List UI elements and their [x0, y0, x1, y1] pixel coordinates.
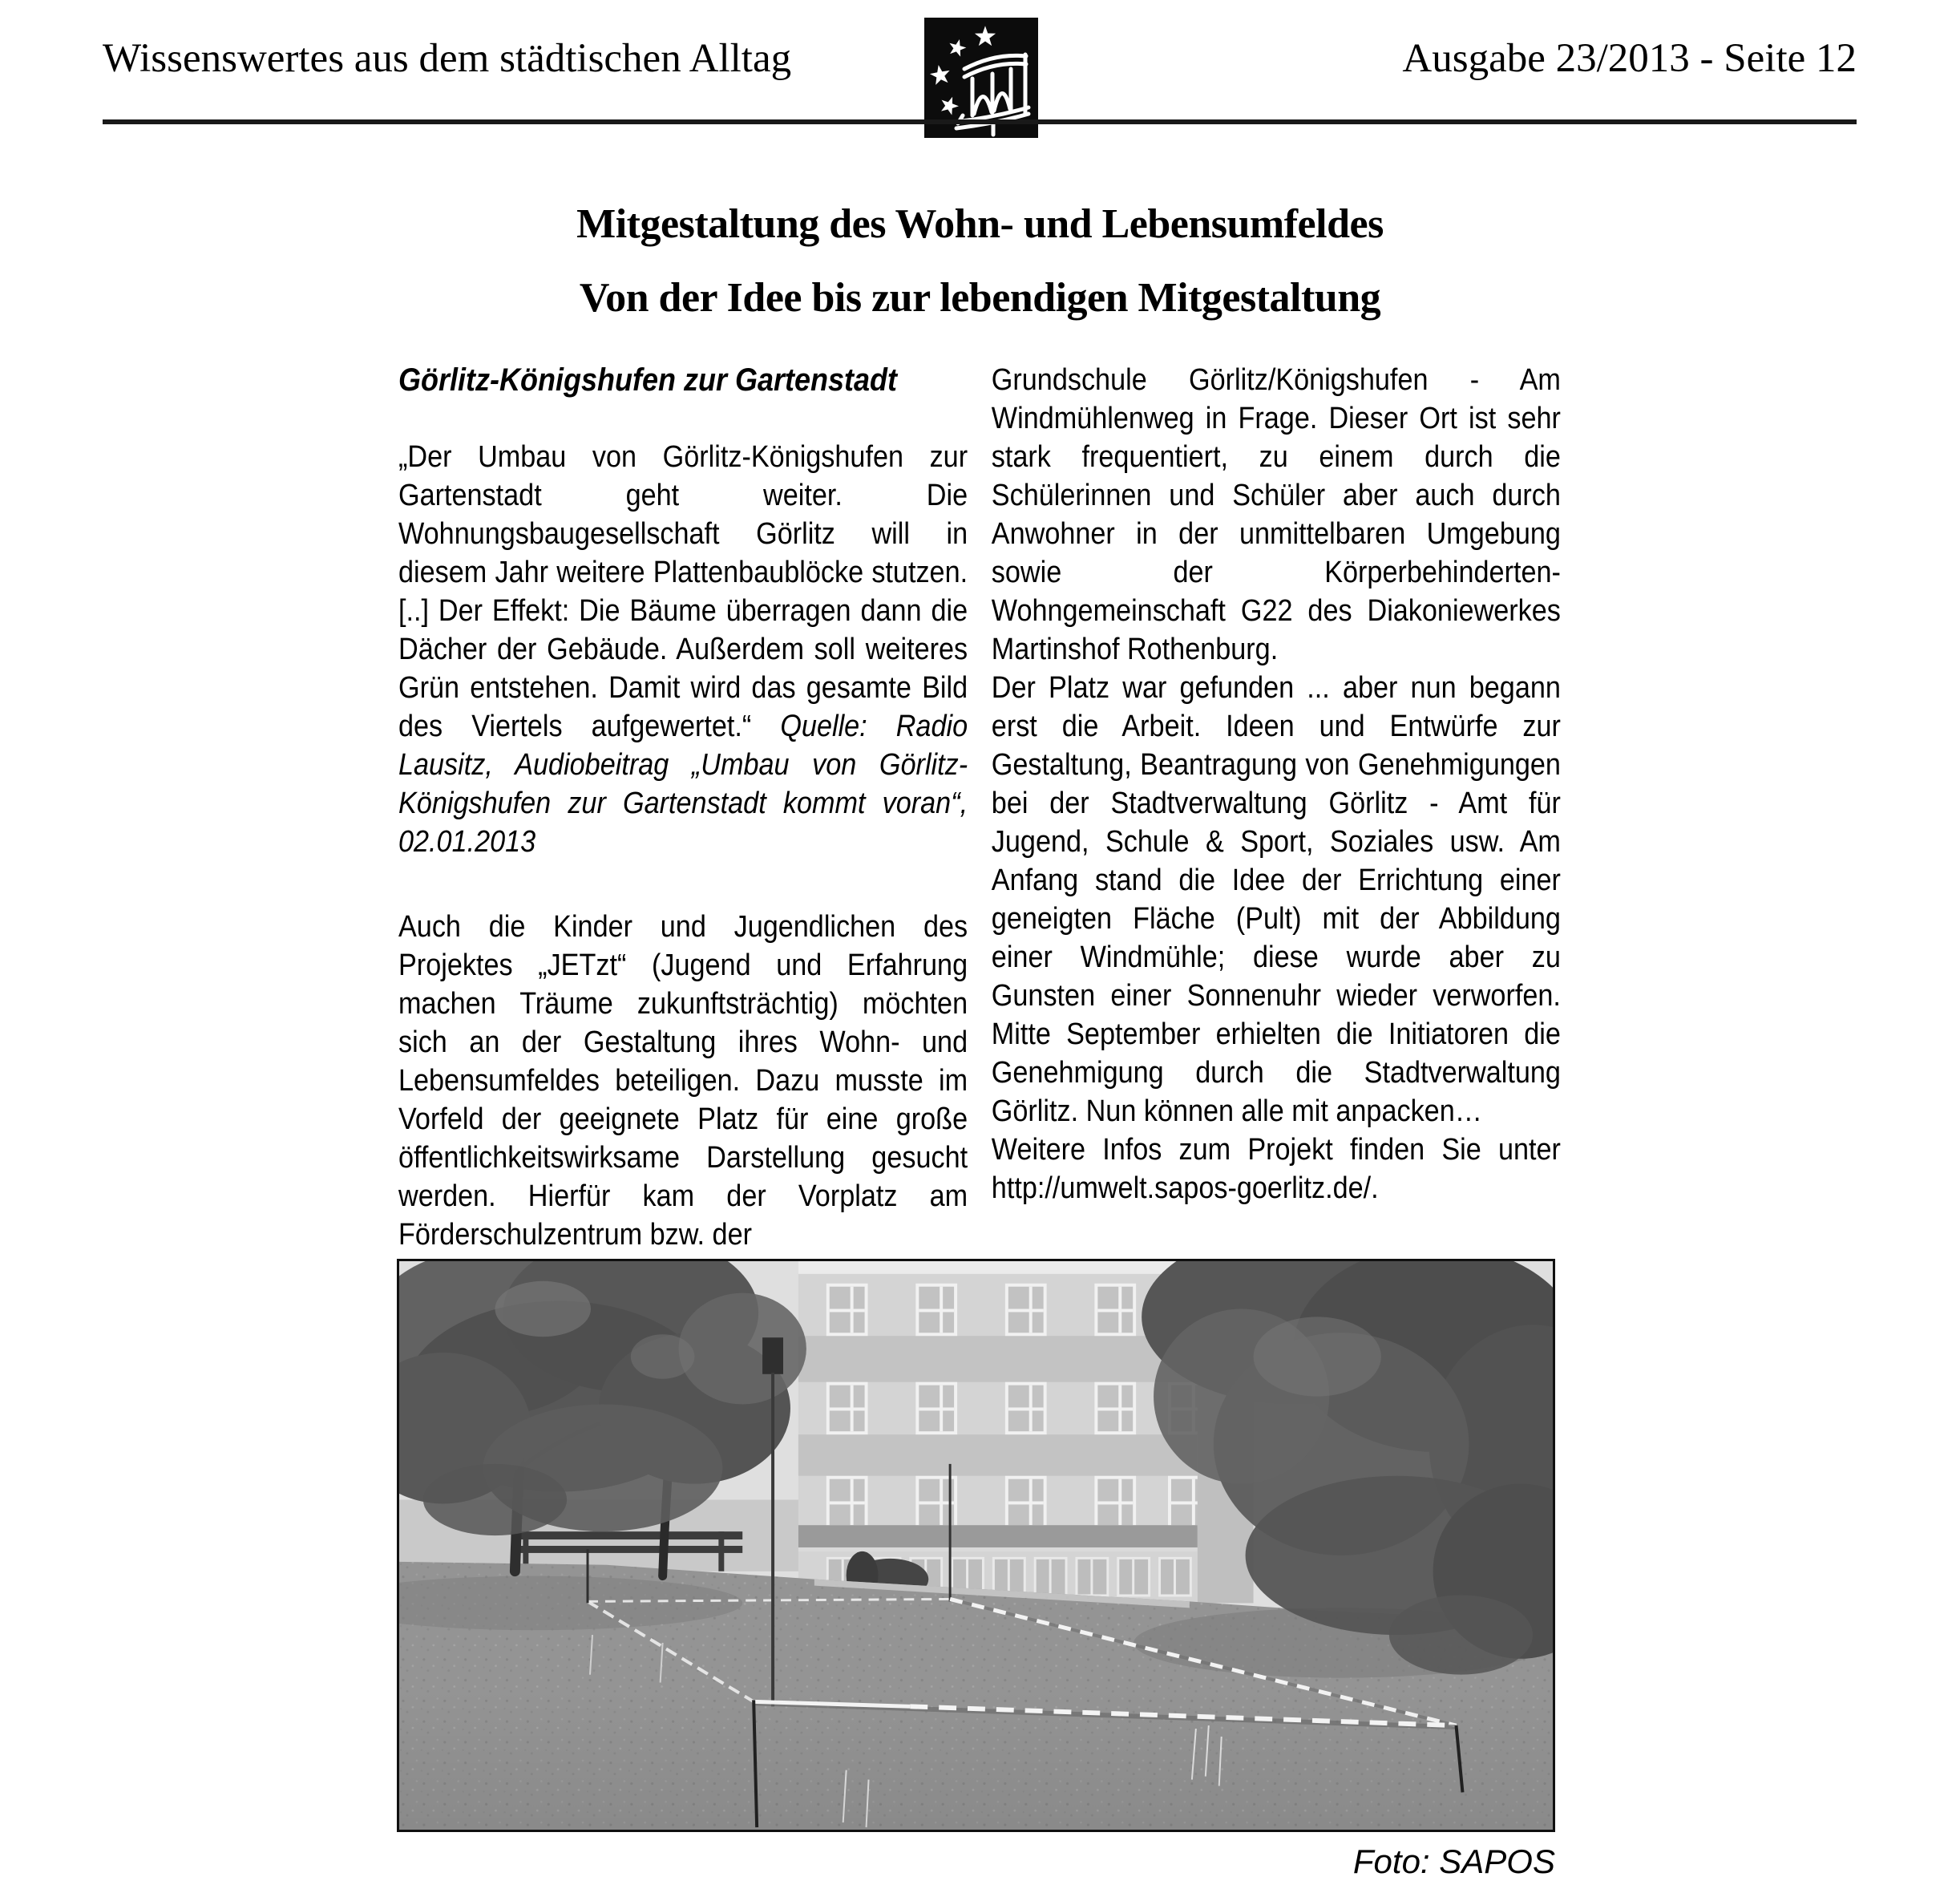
- right-paragraph-3: Weitere Infos zum Projekt finden Sie unter http://umwelt.sapos-goerlitz.de/.: [991, 1133, 1561, 1205]
- right-paragraph-2: Der Platz war gefunden ... aber nun begann erst die Arbeit. Ideen und Entwürfe zur Gestaltung, Beantragung von Genehmigungen bei der Stadtverwaltung Görlitz - Amt für Jugend, Schule & Sport, Soziales usw. Am Anfang stand die Idee der Errichtung einer geneigten Fläche (Pult) mit der Abbildung einer Windmühle; diese wurde aber zu Gunsten einer Sonnenuhr wieder verworfen. Mitte September erhielten die Initiatoren die Genehmigung durch die Stadtverwaltung Görlitz. Nun können alle mit anpacken…: [991, 671, 1561, 1128]
- quote-source: Quelle: Radio Lausitz, Audiobeitrag „Umbau von Görlitz-Königshufen zur Gartenstadt kommt voran“, 02.01.2013: [398, 710, 968, 859]
- quote-paragraph: [398, 438, 968, 861]
- article-title-line2: Von der Idee bis zur lebendigen Mitgestaltung: [579, 275, 1381, 321]
- article-body: [398, 361, 1561, 1254]
- left-paragraph-2: Auch die Kinder und Jugendlichen des Projektes „JETzt“ (Jugend und Erfahrung machen Träume zukunftsträchtig) möchten sich an der Gestaltung ihres Wohn- und Lebensumfeldes beteiligen. Dazu musste im Vorfeld der geeignete Platz für eine große öffentlichkeitswirksame Darstellung gesucht werden. Hierfür kam der Vorplatz am Förderschulzentrum bzw. der: [398, 910, 968, 1252]
- right-column: [992, 361, 1561, 1254]
- header-divider-rule: [103, 119, 1857, 124]
- article-title: [0, 188, 1960, 335]
- issue-page-number: Ausgabe 23/2013 - Seite 12: [1402, 36, 1857, 81]
- header-left-title: Wissenswertes aus dem städtischen Alltag: [103, 36, 792, 81]
- photo-caption: Foto: SAPOS: [1352, 1842, 1555, 1880]
- article-title-line1: Mitgestaltung des Wohn- und Lebensumfeldes: [576, 201, 1384, 247]
- right-paragraph-1: Grundschule Görlitz/Königshufen - Am Windmühlenweg in Frage. Dieser Ort ist sehr stark frequentiert, zu einem durch die Schülerinnen und Schüler aber auch durch Anwohner in der unmittelbaren Umgebung sowie der Körperbehinderten-Wohngemeinschaft G22 des Diakoniewerkes Martinshof Rothenburg.: [991, 363, 1561, 666]
- left-column: [398, 361, 968, 1254]
- section-heading: Görlitz-Königshufen zur Gartenstadt: [398, 362, 898, 398]
- quote-text: „Der Umbau von Görlitz-Königshufen zur Gartenstadt geht weiter. Die Wohnungsbaugesellschaft Görlitz will in diesem Jahr weitere Plattenbaublöcke stutzen. [..] Der Effekt: Die Bäume überragen dann die Dächer der Gebäude. Außerdem soll weiteres Grün entstehen. Damit wird das gesamte Bild des Viertels aufgewertet.“: [398, 440, 968, 743]
- article-photo: [397, 1259, 1555, 1832]
